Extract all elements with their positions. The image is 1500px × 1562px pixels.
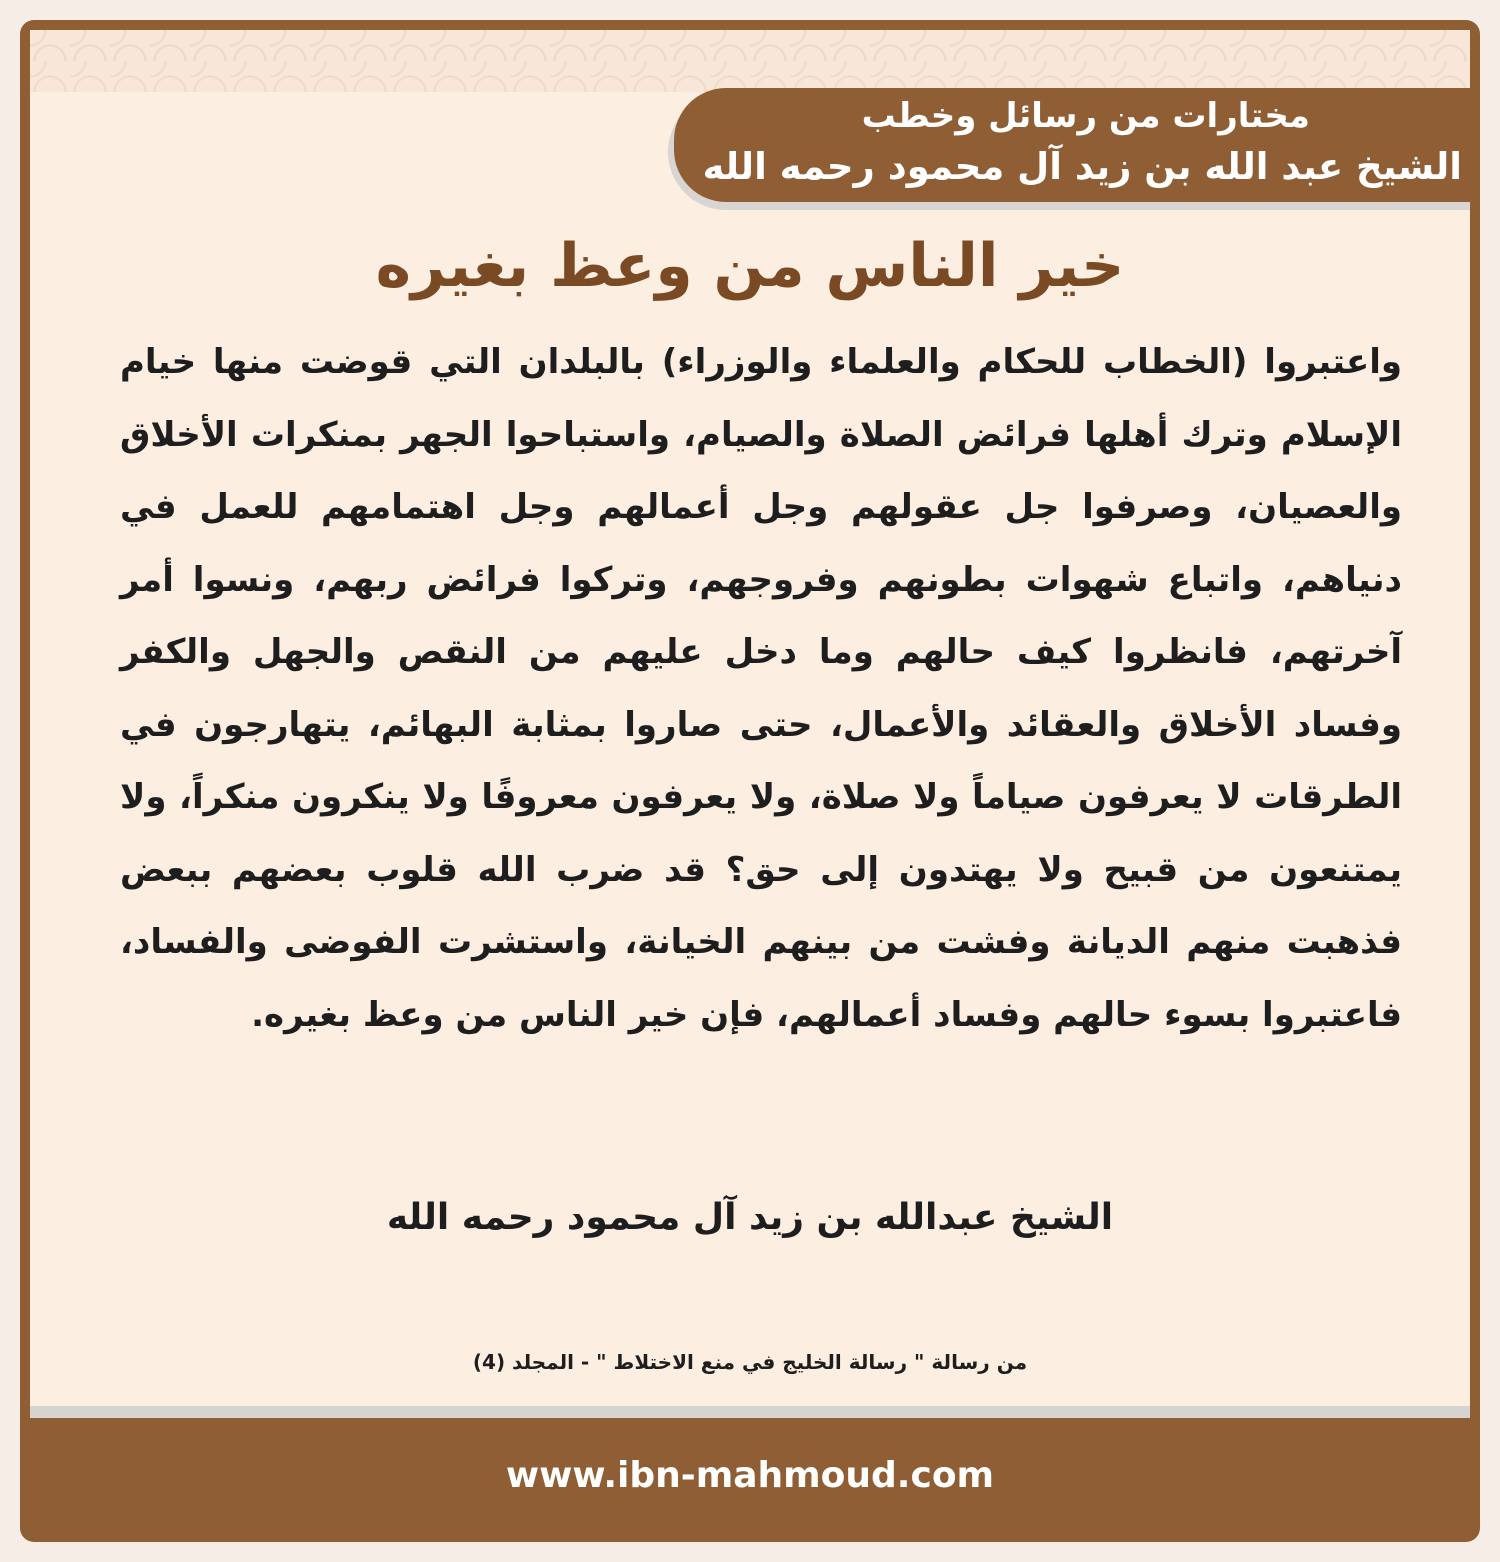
article-body: واعتبروا (الخطاب للحكام والعلماء والوزراء) بالبلدان التي قوضت منها خيام الإسلام وترك أهلها فرائض الصلاة والصيام، واستباحوا الجهر بمنكرات الأخلاق والعصيان، وصرفوا جل عقولهم وجل أعمالهم وجل اهتمامهم للعمل في دنياهم، واتباع شهوات بطونهم وفروجهم، وتركوا فرائض ربهم، ونسوا أمر آخرتهم، فانظروا كيف حالهم وما دخل عليهم من النقص والجهل والكفر وفساد الأخلاق والعقائد والأعمال، حتى صاروا بمثابة البهائم، يتهارجون في الطرقات لا يعرفون صياماً ولا صلاة، ولا يعرفون معروفًا ولا ينكرون منكراً، ولا يمتنعون من قبيح ولا يهتدون إلى حق؟ قد ضرب الله قلوب بعضهم ببعض فذهبت منهم الديانة وفشت من بينهم الخيانة، واستشرت الفوضى والفساد، فاعتبروا بسوء حالهم وفساد أعمالهم، فإن خير الناس من وعظ بغيره. <box>120 342 1402 1035</box>
footer-divider <box>30 1406 1470 1418</box>
series-title: مختارات من رسائل وخطب <box>861 96 1310 136</box>
author-heading: الشيخ عبد الله بن زيد آل محمود رحمه الله <box>702 145 1462 188</box>
decorative-pattern-strip <box>30 30 1470 92</box>
header-band <box>674 88 1470 202</box>
content-card <box>30 30 1470 1414</box>
author-signature: الشيخ عبدالله بن زيد آل محمود رحمه الله <box>386 1197 1114 1238</box>
source-citation: من رسالة " رسالة الخليج في منع الاختلاط " - المجلد (4) <box>472 1350 1028 1374</box>
article-title: خير الناس من وعظ بغيره <box>375 231 1125 301</box>
website-url: www.ibn-mahmoud.com <box>505 1455 995 1496</box>
